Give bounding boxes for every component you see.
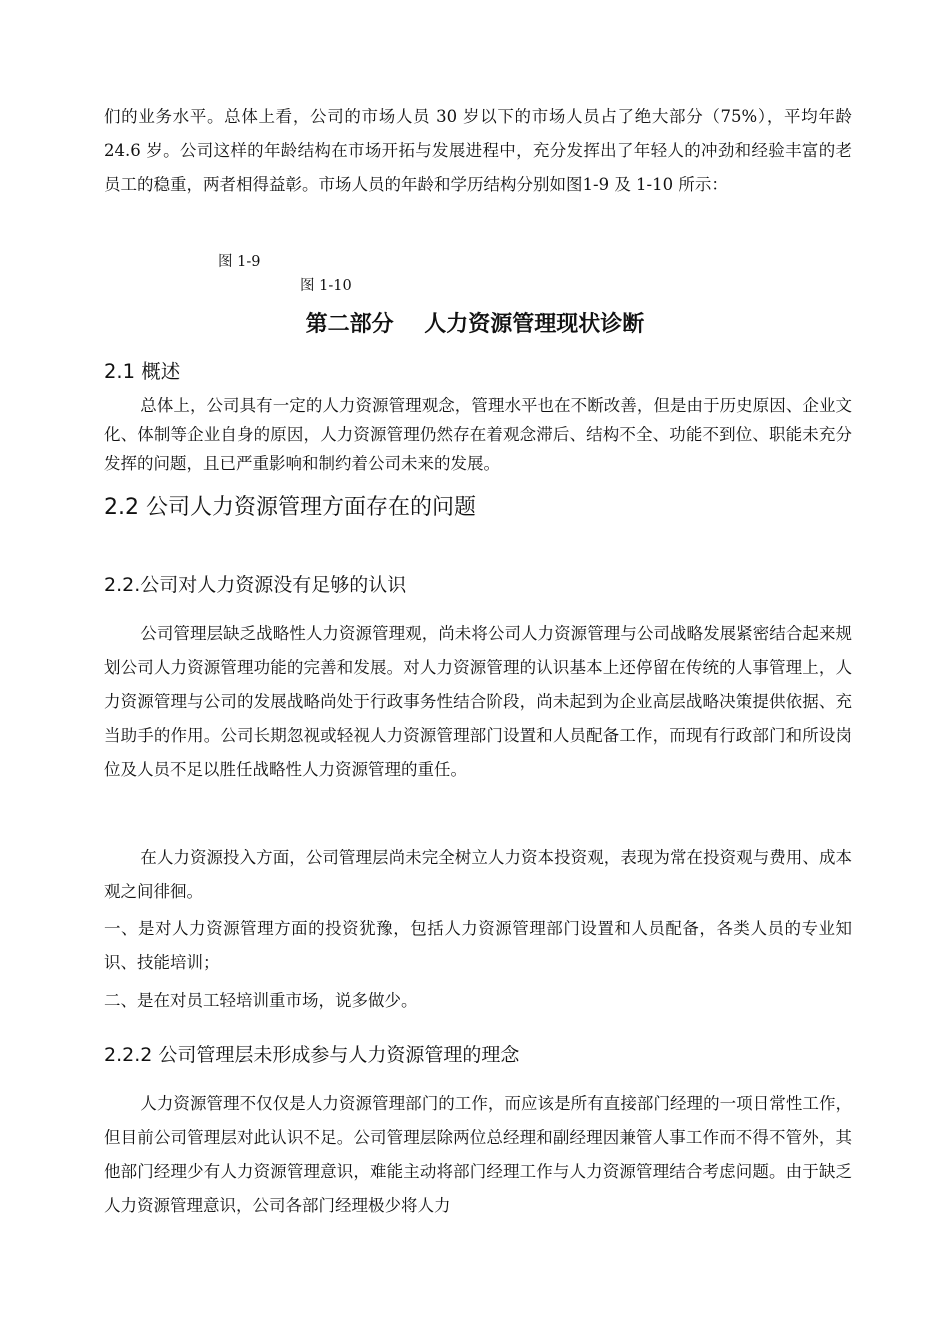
- intro-paragraph: 们的业务水平。总体上看，公司的市场人员 30 岁以下的市场人员占了绝大部分（75%），平均年龄 24.6 岁。公司这样的年龄结构在市场开拓与发展进程中，充分发挥出了年轻人的冲劲和经验丰富的老员工的稳重，两者相得益彰。市场人员的年龄和学历结构分别如图1-9 及 1-10 所示：: [104, 107, 852, 194]
- figure-caption-1-9: 图 1-9: [218, 254, 261, 270]
- section-2-1-text: 总体上，公司具有一定的人力资源管理观念，管理水平也在不断改善，但是由于历史原因、企业文化、体制等企业自身的原因，人力资源管理仍然存在着观念滞后、结构不全、功能不到位、职能未充分发挥的问题，且已严重影响和制约着公司未来的发展。: [104, 396, 852, 473]
- section-2-2-1-paragraph-1: 公司管理层缺乏战略性人力资源管理观，尚未将公司人力资源管理与公司战略发展紧密结合起来规划公司人力资源管理功能的完善和发展。对人力资源管理的认识基本上还停留在传统的人事管理上，人力资源管理与公司的发展战略尚处于行政事务性结合阶段，尚未起到为企业高层战略决策提供依据、充当助手的作用。公司长期忽视或轻视人力资源管理部门设置和人员配备工作，而现有行政部门和所设岗位及人员不足以胜任战略性人力资源管理的重任。: [104, 624, 852, 779]
- figure-caption-1-10: 图 1-10: [300, 278, 352, 294]
- section-2-2-1-heading: 2.2.公司对人力资源没有足够的认识: [104, 574, 407, 596]
- section-2-2-2-heading: 2.2.2 公司管理层未形成参与人力资源管理的理念: [104, 1044, 520, 1066]
- section-2-1-heading: 2.1 概述: [104, 360, 181, 383]
- section-2-2-heading: 2.2 公司人力资源管理方面存在的问题: [104, 495, 476, 520]
- list-item-1: 一、是对人力资源管理方面的投资犹豫，包括人力资源管理部门设置和人员配备，各类人员的专业知识、技能培训；: [104, 919, 852, 972]
- part-title: 第二部分 人力资源管理现状诊断: [305, 312, 645, 337]
- list-item-2: 二、是在对员工轻培训重市场，说多做少。: [104, 991, 418, 1010]
- section-2-2-1-paragraph-2: 在人力资源投入方面，公司管理层尚未完全树立人力资本投资观，表现为常在投资观与费用、成本观之间徘徊。: [104, 848, 852, 901]
- section-2-2-2-paragraph-1: 人力资源管理不仅仅是人力资源管理部门的工作，而应该是所有直接部门经理的一项日常性工作，但目前公司管理层对此认识不足。公司管理层除两位总经理和副经理因兼管人事工作而不得不管外，其他部门经理少有人力资源管理意识，难能主动将部门经理工作与人力资源管理结合考虑问题。由于缺乏人力资源管理意识，公司各部门经理极少将人力: [104, 1094, 852, 1215]
